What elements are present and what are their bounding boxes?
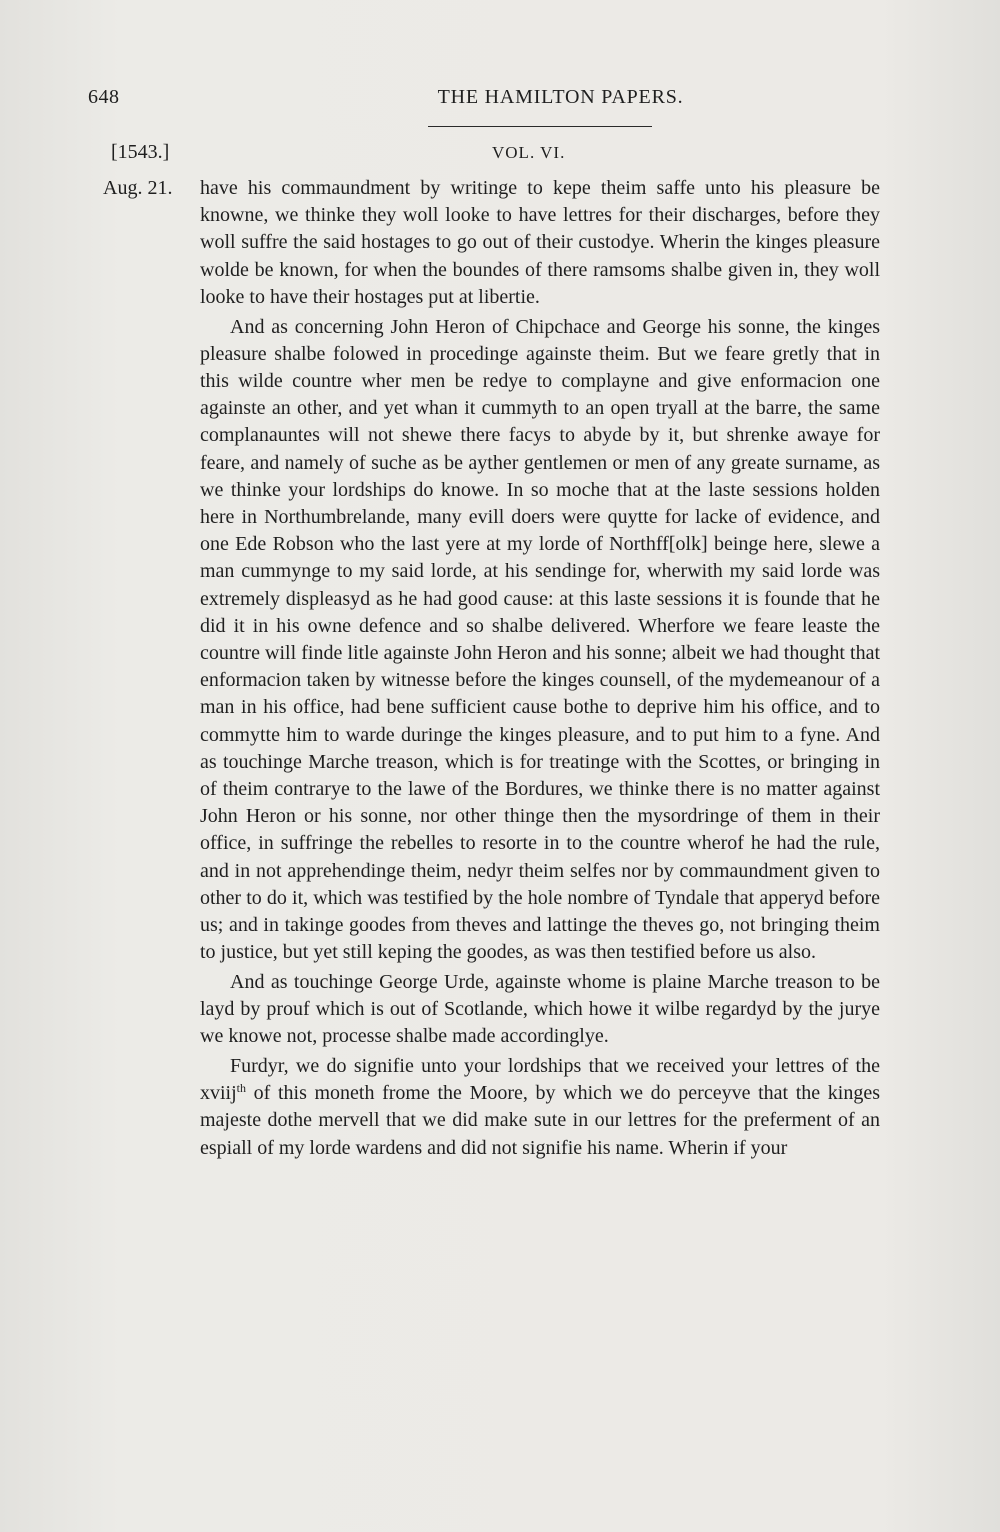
paragraph-4-start: Furdyr, we do signifie unto your lordships that we received your lettres of the xviij [200,1055,880,1105]
year-bracket: [1543.] [111,141,170,163]
paragraph-1: have his commaundment by writinge to kepe theim saffe unto his pleasure be knowne, we thinke they woll looke to have lettres for their discharges, before they woll suffre the said hostages to go out of their custodye. Wherin the kinges pleasure wolde be known, for when the boundes of there ramsoms shalbe given in, they woll looke to have their hostages put at libertie. [200,177,880,308]
running-title: THE HAMILTON PAPERS. [437,86,684,108]
paragraph-2: And as concerning John Heron of Chipchace and George his sonne, the kinges pleasure shalbe folowed in procedinge againste theim. But we feare gretly that in this wilde countre wher men be redye to complayne and give enformacion one againste an other, and yet whan it cummyth to an open tryall at the barre, the same complanauntes will not shewe there facys to abyde by it, but shrenke awaye for feare, and namely of suche as be ayther gentlemen or men of any greate surname, as we thinke your lordships do knowe. In so moche that at the laste sessions holden here in Northumbrelande, many evill doers were quytte for lacke of evidence, and one Ede Robson who the last yere at my lorde of Northff[olk] beinge here, slewe a man cummynge to my said lorde, at his sendinge for, wherwith my said lorde was extremely displeasyd as he had good cause: at this laste sessions it is founde that he did it in his owne defence and so shalbe delivered. Wherfore we feare leaste the countre will finde litle againste John Heron and his sonne; albeit we had thought that enformacion taken by witnesse before the kinges counsell, of the mydemeanour of a man in his office, had bene sufficient cause bothe to deprive him his office, and to commytte him to warde duringe the kinges pleasure, and to put him to a fyne. And as touchinge Marche treason, which is for treatinge with the Scottes, or bringing in of theim contrarye to the lawe of the Bordures, we thinke there is no matter against John Heron or his sonne, nor other thinge then the mysordringe of them in their office, in suffringe the rebelles to resorte in to the countre wherof he had the rule, and in not apprehendinge theim, nedyr theim selfes nor by commaundment given to other to do it, which was testified by the hole nombre of Tyndale that apperyd before us; and in takinge goodes from theves and lattinge the theves go, not bringing theim to justice, but yet still keping the goodes, as was then testified before us also. [200,315,880,964]
running-header [88,86,888,116]
paragraph-4 [200,1053,880,1162]
paragraph-4-end: of this moneth frome the Moore, by which we do perceyve that the kinges majeste dothe mervell that we did make sute in our lettres for the preferment of an espiall of my lorde wardens and did not signifie his name. Wherin if your [200,1082,880,1159]
paragraph-3: And as touchinge George Urde, againste whome is plaine Marche treason to be layd by prouf which is out of Scotlande, which howe it wilbe regardyd by the jurye we knowe not, processe shalbe made accordinglye. [200,970,880,1048]
letter-body [200,175,880,1164]
volume-label: VOL. VI. [492,143,566,162]
ordinal-superscript: th [236,1081,247,1096]
header-rule [428,126,652,127]
page-number: 648 [88,86,120,108]
margin-date: Aug. 21. [103,177,173,199]
